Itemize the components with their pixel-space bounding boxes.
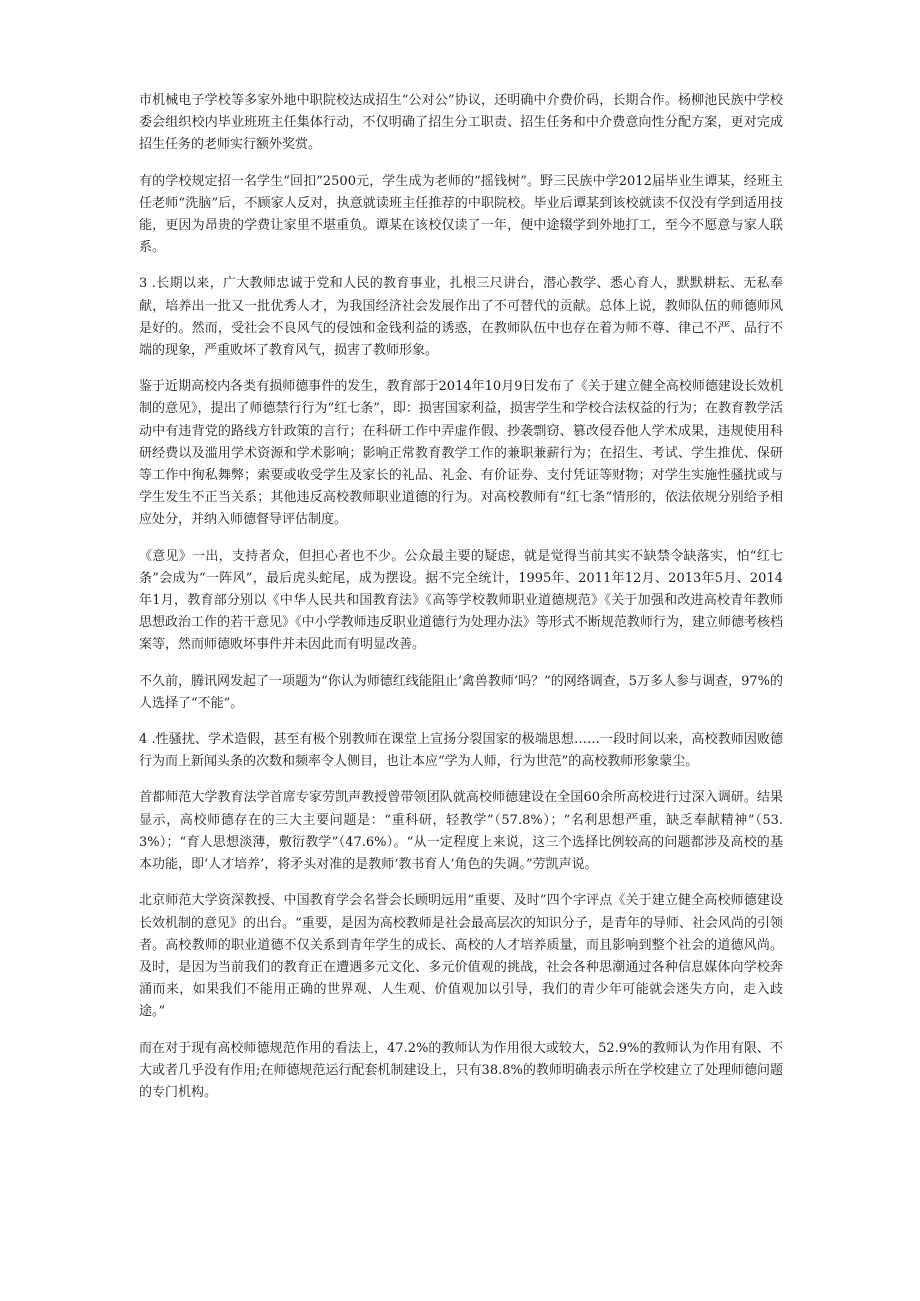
paragraph-1: 市机械电子学校等多家外地中职院校达成招生“公对公”协议，还明确中介费价码，长期合作。杨柳池民族中学校委会组织校内毕业班班主任集体行动，不仅明确了招生分工职责、招生任务和中介费意向性分配方案，更对完成招生任务的老师实行额外奖赏。 (139, 93, 783, 153)
paragraph-10: 而在对于现有高校师德规范作用的看法上，47.2%的教师认为作用很大或较大，52.9%的教师认为作用有限、不大或者几乎没有作用;在师德规范运行配套机制建设上，只有38.8%的教师明确表示所在学校建立了处理师德问题的专门机构。 (139, 1040, 783, 1100)
paragraph-8: 首都师范大学教育法学首席专家劳凯声教授曾带领团队就高校师德建设在全国60余所高校进行过深入调研。结果显示，高校师德存在的三大主要问题是：“重科研，轻教学”（57.8%）；“名利思想严重，缺乏奉献精神”（53.3%）；“育人思想淡薄，敷衍教学”（47.6%）。“从一定程度上来说，这三个选择比例较高的问题都涉及高校的基本功能，即‘人才培养’，将矛头对准的是教师‘教书育人’角色的失调。”劳凯声说。 (139, 790, 783, 873)
paragraph-4: 鉴于近期高校内各类有损师德事件的发生，教育部于2014年10月9日发布了《关于建立健全高校师德建设长效机制的意见》，提出了师德禁行行为“红七条”，即：损害国家利益，损害学生和学校合法权益的行为；在教育教学活动中有违背党的路线方针政策的言行；在科研工作中弄虚作假、抄袭剽窃、篡改侵吞他人学术成果，违规使用科研经费以及滥用学术资源和学术影响；影响正常教育教学工作的兼职兼薪行为；在招生、考试、学生推优、保研等工作中徇私舞弊；索要或收受学生及家长的礼品、礼金、有价证券、支付凭证等财物；对学生实施性骚扰或与学生发生不正当关系；其他违反高校教师职业道德的行为。对高校教师有“红七条”情形的，依法依规分别给予相应处分，并纳入师德督导评估制度。 (139, 379, 783, 528)
paragraph-5: 《意见》一出，支持者众，但担心者也不少。公众最主要的疑虑，就是觉得当前其实不缺禁令缺落实，怕“红七条”会成为“一阵风”，最后虎头蛇尾，成为摆设。据不完全统计，1995年、2011年12月、2013年5月、2014年1月，教育部分别以《中华人民共和国教育法》《高等学校教师职业道德规范》《关于加强和改进高校青年教师思想政治工作的若干意见》《中小学教师违反职业道德行为处理办法》等形式不断规范教师行为，建立师德考核档案等，然而师德败坏事件并未因此而有明显改善。 (139, 548, 783, 653)
document-body (139, 90, 783, 1118)
paragraph-2: 有的学校规定招一名学生“回扣”2500元，学生成为老师的“摇钱树”。野三民族中学2012届毕业生谭某，经班主任老师“洗脑”后，不顾家人反对，执意就读班主任推荐的中职院校。毕业后谭某到该校就读不仅没有学到适用技能，更因为昂贵的学费让家里不堪重负。谭某在该校仅读了一年，便中途辍学到外地打工，至今不愿意与家人联系。 (139, 173, 783, 256)
paragraph-9: 北京师范大学资深教授、中国教育学会名誉会长顾明远用“重要、及时”四个字评点《关于建立健全高校师德建设长效机制的意见》的出台。“重要，是因为高校教师是社会最高层次的知识分子，是青年的导师、社会风尚的引领者。高校教师的职业道德不仅关系到青年学生的成长、高校的人才培养质量，而且影响到整个社会的道德风尚。及时，是因为当前我们的教育正在遭遇多元文化、多元价值观的挑战，社会各种思潮通过各种信息媒体向学校奔涌而来，如果我们不能用正确的世界观、人生观、价值观加以引导，我们的青少年可能就会迷失方向，走入歧途。” (139, 893, 783, 1020)
paragraph-3: 3 .长期以来，广大教师忠诚于党和人民的教育事业，扎根三尺讲台，潜心教学、悉心育人，默默耕耘、无私奉献，培养出一批又一批优秀人才，为我国经济社会发展作出了不可替代的贡献。总体上说，教师队伍的师德师风是好的。然而，受社会不良风气的侵蚀和金钱利益的诱惑，在教师队伍中也存在着为师不尊、律己不严、品行不端的现象，严重败坏了教育风气，损害了教师形象。 (139, 276, 783, 359)
paragraph-7: 4 .性骚扰、学术造假，甚至有极个别教师在课堂上宣扬分裂国家的极端思想……一段时间以来，高校教师因败德行为而上新闻头条的次数和频率令人侧目，也让本应“学为人师，行为世范”的高校教师形象蒙尘。 (139, 732, 783, 770)
paragraph-6: 不久前，腾讯网发起了一项题为“你认为师德红线能阻止‘禽兽教师’吗？”的网络调查，5万多人参与调查，97%的人选择了“不能”。 (139, 673, 783, 711)
